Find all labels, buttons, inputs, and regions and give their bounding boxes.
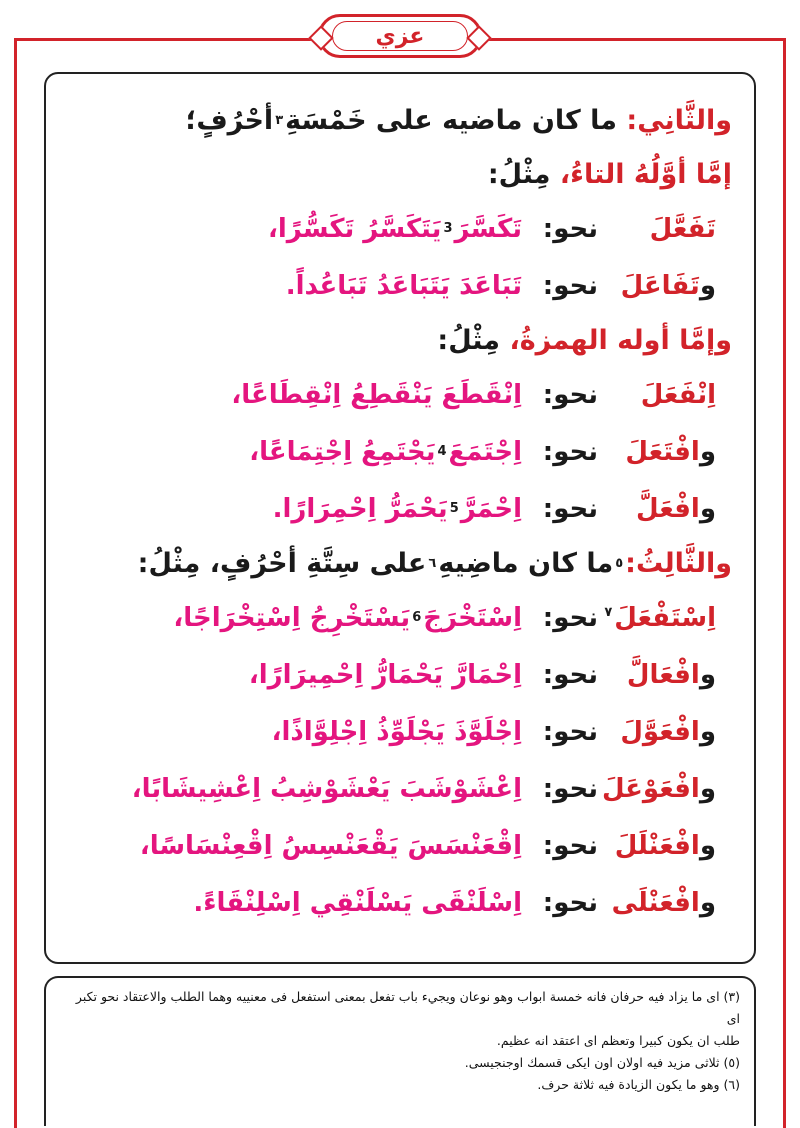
example-row (68, 200, 732, 257)
naw-label: نحو: (542, 887, 598, 918)
example-text: اِسْتَخْرَجَ (423, 602, 522, 633)
example-ref: 5 (449, 501, 459, 516)
waw-prefix: و (699, 887, 716, 918)
naw-label: نحو: (542, 716, 598, 747)
example-row (68, 366, 732, 423)
example-ref: 3 (443, 221, 453, 236)
verb-pattern: افْعَوَّلَ (620, 716, 700, 747)
naw-label: نحو: (542, 270, 598, 301)
example-text-cont: يَحْمَرُّ اِحْمِرَارًا. (272, 493, 448, 524)
verb-form (598, 603, 732, 633)
waw-prefix: و (699, 270, 716, 301)
waw-prefix: و (699, 716, 716, 747)
footnote-3-cont: طلب ان يكون كبيرا وتعظم اى اعتقد انه عظيم. (496, 1033, 740, 1048)
verb-form (598, 717, 732, 747)
footnotes-box (44, 976, 756, 1126)
example-ref: 4 (437, 444, 447, 459)
section-two-ref: ٣ (275, 112, 284, 128)
section-two-text: ما كان ماضيه على خَمْسَةِ (285, 104, 617, 136)
verb-pattern-ref: ٧ (604, 604, 613, 620)
example-row (68, 423, 732, 480)
example-row (68, 703, 732, 760)
example-text: اِنْقَطَعَ يَنْقَطِعُ اِنْقِطَاعًا، (231, 379, 522, 410)
example-text: اِسْلَنْقَى يَسْلَنْقِي اِسْلِنْقَاءً. (193, 887, 522, 918)
example-text-cont: يَجْتَمِعُ اِجْتِمَاعًا، (249, 436, 436, 467)
waw-prefix: و (699, 493, 716, 524)
example-text-cont: يَسْتَخْرِجُ اِسْتِخْرَاجًا، (173, 602, 411, 633)
footnote-3: (٣) اى ما يزاد فيه حرفان فانه خمسة ابواب وهو نوعان ويجيء باب تفعل بمعنى استفعل فى معنييه وهما الطلب والاعتقاد نحو تكبر اى (75, 989, 740, 1026)
example-row (68, 646, 732, 703)
section-three-ref-1: ٥ (615, 555, 624, 571)
sub-heading-ta-mithl: مِثْلُ: (487, 158, 551, 190)
footnote-6: (٦) وهو ما يكون الزيادة فيه ثلاثة حرف. (537, 1077, 740, 1092)
section-three-heading (68, 537, 732, 589)
waw-prefix: و (699, 659, 716, 690)
naw-label: نحو: (542, 379, 598, 410)
verb-pattern: اِسْتَفْعَلَ (614, 602, 716, 633)
example-text: اِقْعَنْسَسَ يَقْعَنْسِسُ اِقْعِنْسَاسًا، (139, 830, 522, 861)
verb-pattern: افْعَنْلَلَ (614, 830, 700, 861)
verb-form (598, 494, 732, 524)
example-text: اِحْمَرَّ (460, 493, 522, 524)
waw-prefix: و (699, 773, 716, 804)
naw-label: نحو: (542, 213, 598, 244)
verb-form (598, 437, 732, 467)
verb-form (598, 214, 732, 244)
main-content-box (44, 72, 756, 964)
example-row (68, 257, 732, 314)
verb-pattern: تَفَاعَلَ (620, 270, 700, 301)
example-text: اِحْمَارَّ يَحْمَارُّ اِحْمِيرَارًا، (248, 659, 522, 690)
sub-heading-hamza-label: وإمَّا أوله الهمزةُ، (509, 324, 732, 356)
section-three-text-2: على سِتَّةِ أحْرُفٍ، مِثْلُ: (137, 547, 427, 579)
example-row (68, 589, 732, 646)
example-row (68, 874, 732, 931)
example-row (68, 817, 732, 874)
waw-prefix: و (699, 830, 716, 861)
example-text: اِعْشَوْشَبَ يَعْشَوْشِبُ اِعْشِيشَابًا، (131, 773, 522, 804)
sub-heading-ta (68, 148, 732, 200)
section-two-label: والثَّانِي: (626, 104, 732, 136)
header-badge (318, 14, 482, 58)
naw-label: نحو: (542, 773, 598, 804)
verb-form (598, 831, 732, 861)
example-row (68, 760, 732, 817)
example-ref: 6 (412, 610, 422, 625)
section-two-heading (68, 92, 732, 148)
section-three-ref-2: ٦ (428, 555, 437, 571)
section-two-text-2: أحْرُفٍ؛ (185, 104, 274, 136)
verb-pattern: افْعَالَّ (626, 659, 700, 690)
verb-pattern: اِنْفَعَلَ (640, 379, 716, 410)
waw-prefix: و (699, 436, 716, 467)
naw-label: نحو: (542, 602, 598, 633)
naw-label: نحو: (542, 436, 598, 467)
verb-pattern: افْعَلَّ (636, 493, 700, 524)
verb-pattern: تَفَعَّلَ (649, 213, 716, 244)
header-inner-frame (332, 21, 468, 51)
example-row (68, 480, 732, 537)
sub-heading-ta-label: إمَّا أوَّلُهُ التاءُ، (559, 158, 732, 190)
footnote-5: (٥) ثلاثى مزيد فيه اولان اون ايكى قسمك اوجنجيسى. (464, 1055, 740, 1070)
verb-pattern: افْعَوْعَلَ (601, 773, 700, 804)
section-three-text: ما كان ماضِيهِ (438, 547, 614, 579)
example-text: تَبَاعَدَ يَتَبَاعَدُ تَبَاعُداً. (285, 270, 522, 301)
sub-heading-hamza-mithl: مِثْلُ: (437, 324, 501, 356)
verb-form (598, 774, 732, 804)
verb-pattern: افْتَعَلَ (625, 436, 700, 467)
sub-heading-hamza (68, 314, 732, 366)
naw-label: نحو: (542, 659, 598, 690)
example-text: تَكَسَّرَ (454, 213, 522, 244)
verb-form (598, 660, 732, 690)
verb-form (598, 271, 732, 301)
verb-form (598, 380, 732, 410)
verb-form (598, 888, 732, 918)
naw-label: نحو: (542, 830, 598, 861)
naw-label: نحو: (542, 493, 598, 524)
section-three-label: والثَّالِثُ: (625, 547, 732, 579)
example-text: اِجْتَمَعَ (448, 436, 522, 467)
example-text-cont: يَتَكَسَّرُ تَكَسُّرًا، (267, 213, 442, 244)
header-title: عزي (375, 23, 425, 49)
example-text: اِجْلَوَّذَ يَجْلَوِّذُ اِجْلِوَّاذًا، (271, 716, 522, 747)
verb-pattern: افْعَنْلَى (611, 887, 700, 918)
